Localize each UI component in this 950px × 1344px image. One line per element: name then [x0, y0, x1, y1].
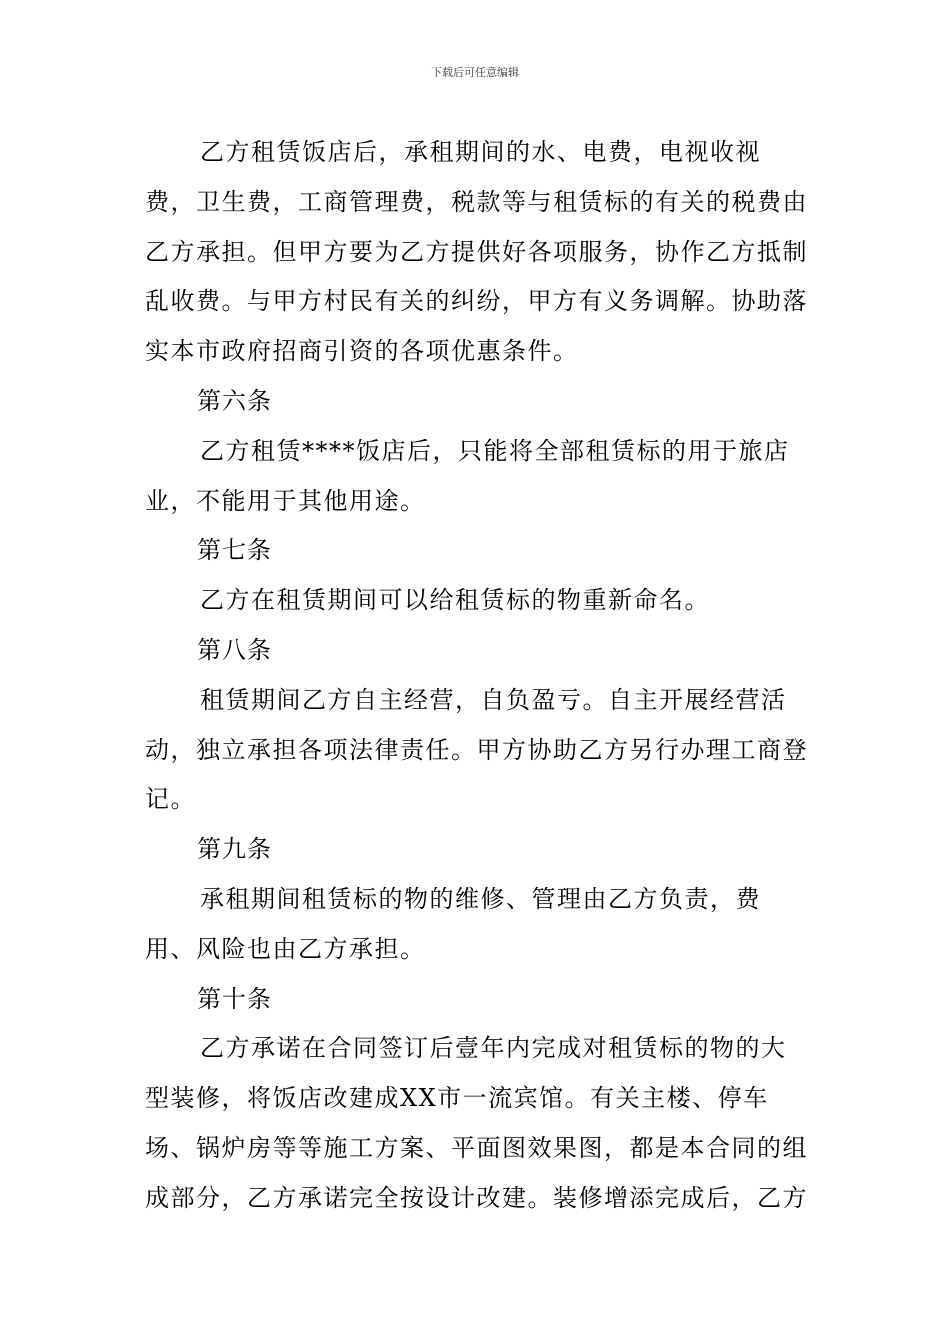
paragraph-article-7: 乙方在租赁期间可以给租赁标的物重新命名。 [200, 586, 710, 615]
paragraph-article-8: 租赁期间乙方自主经营，自负盈亏。自主开展经营活动，独立承担各项法律责任。甲方协助乙方另行办理工商登记。 [145, 685, 808, 814]
article-7-heading: 第七条 [197, 536, 272, 565]
paragraph-fees: 乙方租赁饭店后，承租期间的水、电费，电视收视费，卫生费，工商管理费，税款等与租赁标的有关的税费由乙方承担。但甲方要为乙方提供好各项服务，协作乙方抵制乱收费。与甲方村民有关的纠纷，甲方有义务调解。协助落实本市政府招商引资的各项优惠条件。 [145, 138, 808, 366]
header-note: 下载后可任意编辑 [431, 66, 519, 79]
article-8-heading: 第八条 [197, 635, 272, 664]
paragraph-article-10: 乙方承诺在合同签订后壹年内完成对租赁标的物的大型装修，将饭店改建成XX市一流宾馆。有关主楼、停车场、锅炉房等等施工方案、平面图效果图，都是本合同的组成部分，乙方承诺完全按设计改建。装修增添完成后，乙方 [145, 1034, 808, 1212]
article-10-heading: 第十条 [197, 984, 272, 1013]
document-body [145, 128, 810, 1224]
article-6-heading: 第六条 [197, 386, 272, 415]
paragraph-article-6: 乙方租赁****饭店后，只能将全部租赁标的用于旅店业，不能用于其他用途。 [145, 436, 790, 515]
paragraph-article-9: 承租期间租赁标的物的维修、管理由乙方负责，费用、风险也由乙方承担。 [145, 884, 761, 963]
article-9-heading: 第九条 [197, 835, 272, 864]
